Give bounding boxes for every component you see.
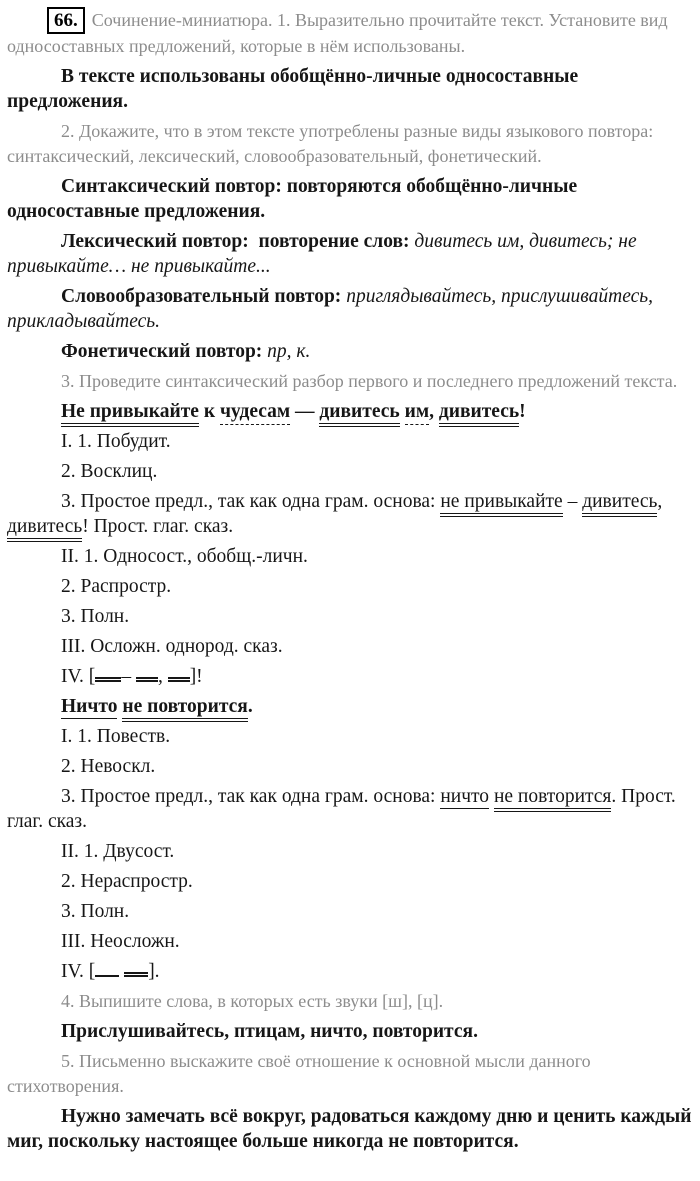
task-4 xyxy=(7,989,693,1014)
answer-word-formation-repeat xyxy=(7,284,693,334)
task-1 xyxy=(7,7,693,59)
parsed-sentence-1 xyxy=(7,399,693,424)
text-segment: 4. Выпишите слова, в которых есть звуки [ш], [ц]. xyxy=(61,991,444,1011)
scheme-blank-double xyxy=(124,966,148,977)
parse-2-ii-3 xyxy=(7,899,693,924)
text-segment: В тексте использованы обобщённо-личные односоставные предложения. xyxy=(7,66,579,112)
text-segment: 3. Проведите синтаксический разбор первого и последнего предложений текста. xyxy=(61,371,678,391)
answer-words-with-sounds xyxy=(7,1019,693,1044)
exercise-number: 66. xyxy=(47,7,85,34)
text-segment: пр, к. xyxy=(267,341,311,362)
text-segment: 3. Полн. xyxy=(61,606,130,627)
text-segment xyxy=(400,401,405,422)
parse-2-i-2 xyxy=(7,754,693,779)
text-segment: 2. Невоскл. xyxy=(61,756,156,777)
underlined-word: им xyxy=(405,401,430,425)
text-segment: . xyxy=(247,696,253,717)
text-segment: ]. xyxy=(148,961,160,982)
underlined-word: не привыкайте xyxy=(440,491,562,517)
underlined-word: дивитесь xyxy=(582,491,657,517)
scheme-blank-double xyxy=(168,671,190,682)
text-segment: III. Неосложн. xyxy=(61,931,180,952)
scheme-blank-single xyxy=(95,971,119,977)
scheme-blank-double xyxy=(95,671,121,682)
underlined-word: ничто xyxy=(440,786,490,807)
parse-2-ii-2 xyxy=(7,869,693,894)
parse-1-i-2 xyxy=(7,459,693,484)
parse-1-ii-1 xyxy=(7,544,693,569)
text-segment: 2. Распростр. xyxy=(61,576,172,597)
text-segment: Сочинение-миниатюра. 1. Выразительно прочитайте текст. Установите вид односоставных предложений, которые в нём использованы. xyxy=(7,10,668,56)
task-2 xyxy=(7,119,693,169)
parse-1-ii-2 xyxy=(7,574,693,599)
text-segment: к xyxy=(198,401,220,422)
parse-1-iii xyxy=(7,634,693,659)
text-segment: 2. Нераспростр. xyxy=(61,871,193,892)
document-body xyxy=(7,7,693,1154)
underlined-word: дивитесь xyxy=(7,516,82,542)
text-segment: , xyxy=(157,666,168,687)
text-segment: 2. Докажите, что в этом тексте употреблены разные виды языкового повтора: синтаксический, лексический, словообразовательный, фонетический. xyxy=(7,121,654,166)
parse-2-i-3 xyxy=(7,784,693,834)
underlined-word: не повторится xyxy=(494,786,611,812)
text-segment: Нужно замечать всё вокруг, радоваться каждому дню и ценить каждый миг, поскольку настоящее больше никогда не повторится. xyxy=(7,1106,692,1152)
parse-2-i-1 xyxy=(7,724,693,749)
text-segment: I. 1. Повеств. xyxy=(61,726,171,747)
parse-2-ii-1 xyxy=(7,839,693,864)
answer-phonetic-repeat xyxy=(7,339,693,364)
text-segment: IV. [ xyxy=(61,961,96,982)
underlined-word: дивитесь xyxy=(439,401,519,427)
text-segment: 3. Полн. xyxy=(61,901,130,922)
text-segment: 3. Простое предл., так как одна грам. основа: xyxy=(61,491,441,512)
underlined-word: Не привыкайте xyxy=(61,401,199,427)
text-segment: I. 1. Побудит. xyxy=(61,431,171,452)
text-segment: Фонетический повтор: xyxy=(61,341,268,362)
text-segment: 2. Восклиц. xyxy=(61,461,158,482)
text-segment: дивитесь им, дивитесь; не привыкайте… не привыкайте... xyxy=(7,231,637,277)
task-5 xyxy=(7,1049,693,1099)
text-segment: – xyxy=(562,491,583,512)
answer-opinion xyxy=(7,1104,693,1154)
parse-1-ii-3 xyxy=(7,604,693,629)
scheme-1 xyxy=(7,664,693,689)
text-segment: III. Осложн. однород. сказ. xyxy=(61,636,283,657)
parse-1-i-1 xyxy=(7,429,693,454)
parse-2-iii xyxy=(7,929,693,954)
text-segment: II. 1. Односост., обобщ.-личн. xyxy=(61,546,308,567)
text-segment: – xyxy=(121,666,136,687)
text-segment: приглядывайтесь, прислушивайтесь, прикладывайтесь. xyxy=(7,286,654,332)
text-segment: Прислушивайтесь, птицам, ничто, повторится. xyxy=(61,1021,478,1042)
task-3 xyxy=(7,369,693,394)
parse-1-i-3 xyxy=(7,489,693,539)
scheme-blank-double xyxy=(136,671,158,682)
text-segment: 5. Письменно выскажите своё отношение к основной мысли данного стихотворения. xyxy=(7,1051,591,1096)
underlined-word: Ничто xyxy=(61,696,118,717)
answer-sentence-type xyxy=(7,64,693,114)
text-segment: ]! xyxy=(189,666,203,687)
text-segment: Синтаксический повтор: повторяются обобщённо-личные односоставные предложения. xyxy=(7,176,578,222)
text-segment: Лексический повтор: повторение слов: xyxy=(61,231,415,252)
text-segment: — xyxy=(290,401,320,422)
text-segment: 3. Простое предл., так как одна грам. основа: xyxy=(61,786,441,807)
text-segment: Словообразовательный повтор: xyxy=(61,286,347,307)
text-segment: , xyxy=(429,401,439,422)
text-segment: ! Прост. глаг. сказ. xyxy=(82,516,234,537)
underlined-word: дивитесь xyxy=(319,401,399,427)
parsed-sentence-2 xyxy=(7,694,693,719)
underlined-word: чудесам xyxy=(220,401,290,425)
answer-syntactic-repeat xyxy=(7,174,693,224)
underlined-word: не повторится xyxy=(122,696,247,722)
text-segment: , xyxy=(657,491,663,512)
scheme-2 xyxy=(7,959,693,984)
answer-lexical-repeat xyxy=(7,229,693,279)
text-segment: IV. [ xyxy=(61,666,96,687)
text-segment: ! xyxy=(519,401,526,422)
text-segment: . Прост. глаг. сказ. xyxy=(7,786,676,832)
text-segment: II. 1. Двусост. xyxy=(61,841,175,862)
